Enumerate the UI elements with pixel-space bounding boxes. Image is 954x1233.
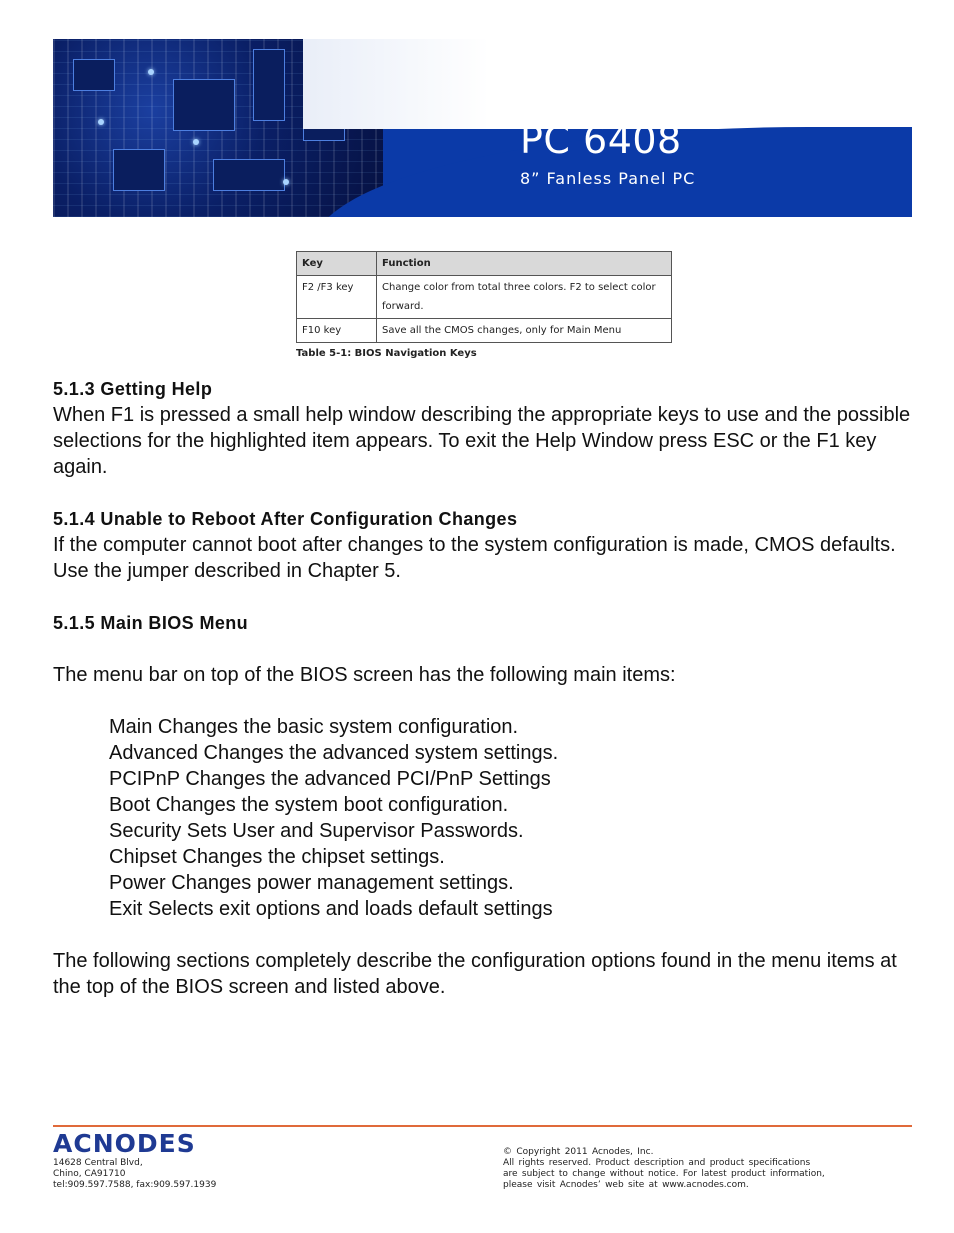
table-cell-key: F10 key — [297, 319, 377, 343]
table-header-key: Key — [297, 252, 377, 276]
copyright-line: please visit Acnodes’ web site at www.acnodes.com. — [503, 1180, 749, 1190]
main-content — [53, 376, 913, 1000]
header-banner — [53, 39, 912, 217]
section-intro-main-bios-menu: The menu bar on top of the BIOS screen has the following main items: — [53, 664, 676, 686]
page-subtitle: 8” Fanless Panel PC — [520, 169, 696, 188]
list-item: Advanced Changes the advanced system settings. — [109, 742, 559, 764]
address-line: Chino, CA91710 — [53, 1169, 126, 1179]
banner-light-area — [303, 39, 912, 129]
table-header-function: Function — [377, 252, 672, 276]
list-item: Security Sets User and Supervisor Passwords. — [109, 820, 524, 842]
copyright-line: All rights reserved. Product description and product specifications — [503, 1158, 811, 1168]
address-line: 14628 Central Blvd, — [53, 1158, 143, 1168]
page-title: PC 6408 — [520, 118, 682, 162]
section-heading-unable-to-reboot: 5.1.4 Unable to Reboot After Configuration Changes — [53, 509, 518, 529]
table-row — [297, 319, 672, 343]
bios-navigation-keys-table — [296, 251, 672, 359]
copyright-line: © Copyright 2011 Acnodes, Inc. — [503, 1147, 654, 1157]
copyright-line: are subject to change without notice. For latest product information, — [503, 1169, 825, 1179]
footer-address — [53, 1158, 216, 1191]
bios-menu-list — [53, 714, 913, 922]
footer-copyright — [503, 1147, 825, 1191]
footer-divider — [53, 1125, 912, 1127]
list-item: Power Changes power management settings. — [109, 872, 514, 894]
list-item: PCIPnP Changes the advanced PCI/PnP Settings — [109, 768, 551, 790]
section-closing-main-bios-menu: The following sections completely describe the configuration options found in the menu items at the top of the BIOS screen and listed above. — [53, 950, 897, 998]
table-header-row — [297, 252, 672, 276]
contact-line: tel:909.597.7588, fax:909.597.1939 — [53, 1180, 217, 1190]
table-row — [297, 276, 672, 319]
table-cell-key: F2 /F3 key — [297, 276, 377, 319]
list-item: Chipset Changes the chipset settings. — [109, 846, 445, 868]
section-body-unable-to-reboot: If the computer cannot boot after changes to the system configuration is made, CMOS defaults. Use the jumper described in Chapter 5. — [53, 534, 896, 582]
section-body-getting-help: When F1 is pressed a small help window describing the appropriate keys to use and the possible selections for the highlighted item appears. To exit the Help Window press ESC or the F1 key again. — [53, 404, 911, 478]
table-caption: Table 5-1: BIOS Navigation Keys — [296, 348, 477, 359]
acnodes-logo: ACNODES — [53, 1129, 196, 1158]
section-heading-main-bios-menu: 5.1.5 Main BIOS Menu — [53, 613, 249, 633]
table-cell-function: Change color from total three colors. F2 to select color forward. — [377, 276, 672, 319]
list-item: Main Changes the basic system configuration. — [109, 716, 519, 738]
list-item: Boot Changes the system boot configuration. — [109, 794, 509, 816]
key-table — [296, 251, 672, 343]
section-heading-getting-help: 5.1.3 Getting Help — [53, 379, 213, 399]
list-item: Exit Selects exit options and loads default settings — [109, 898, 553, 920]
table-cell-function: Save all the CMOS changes, only for Main Menu — [377, 319, 672, 343]
